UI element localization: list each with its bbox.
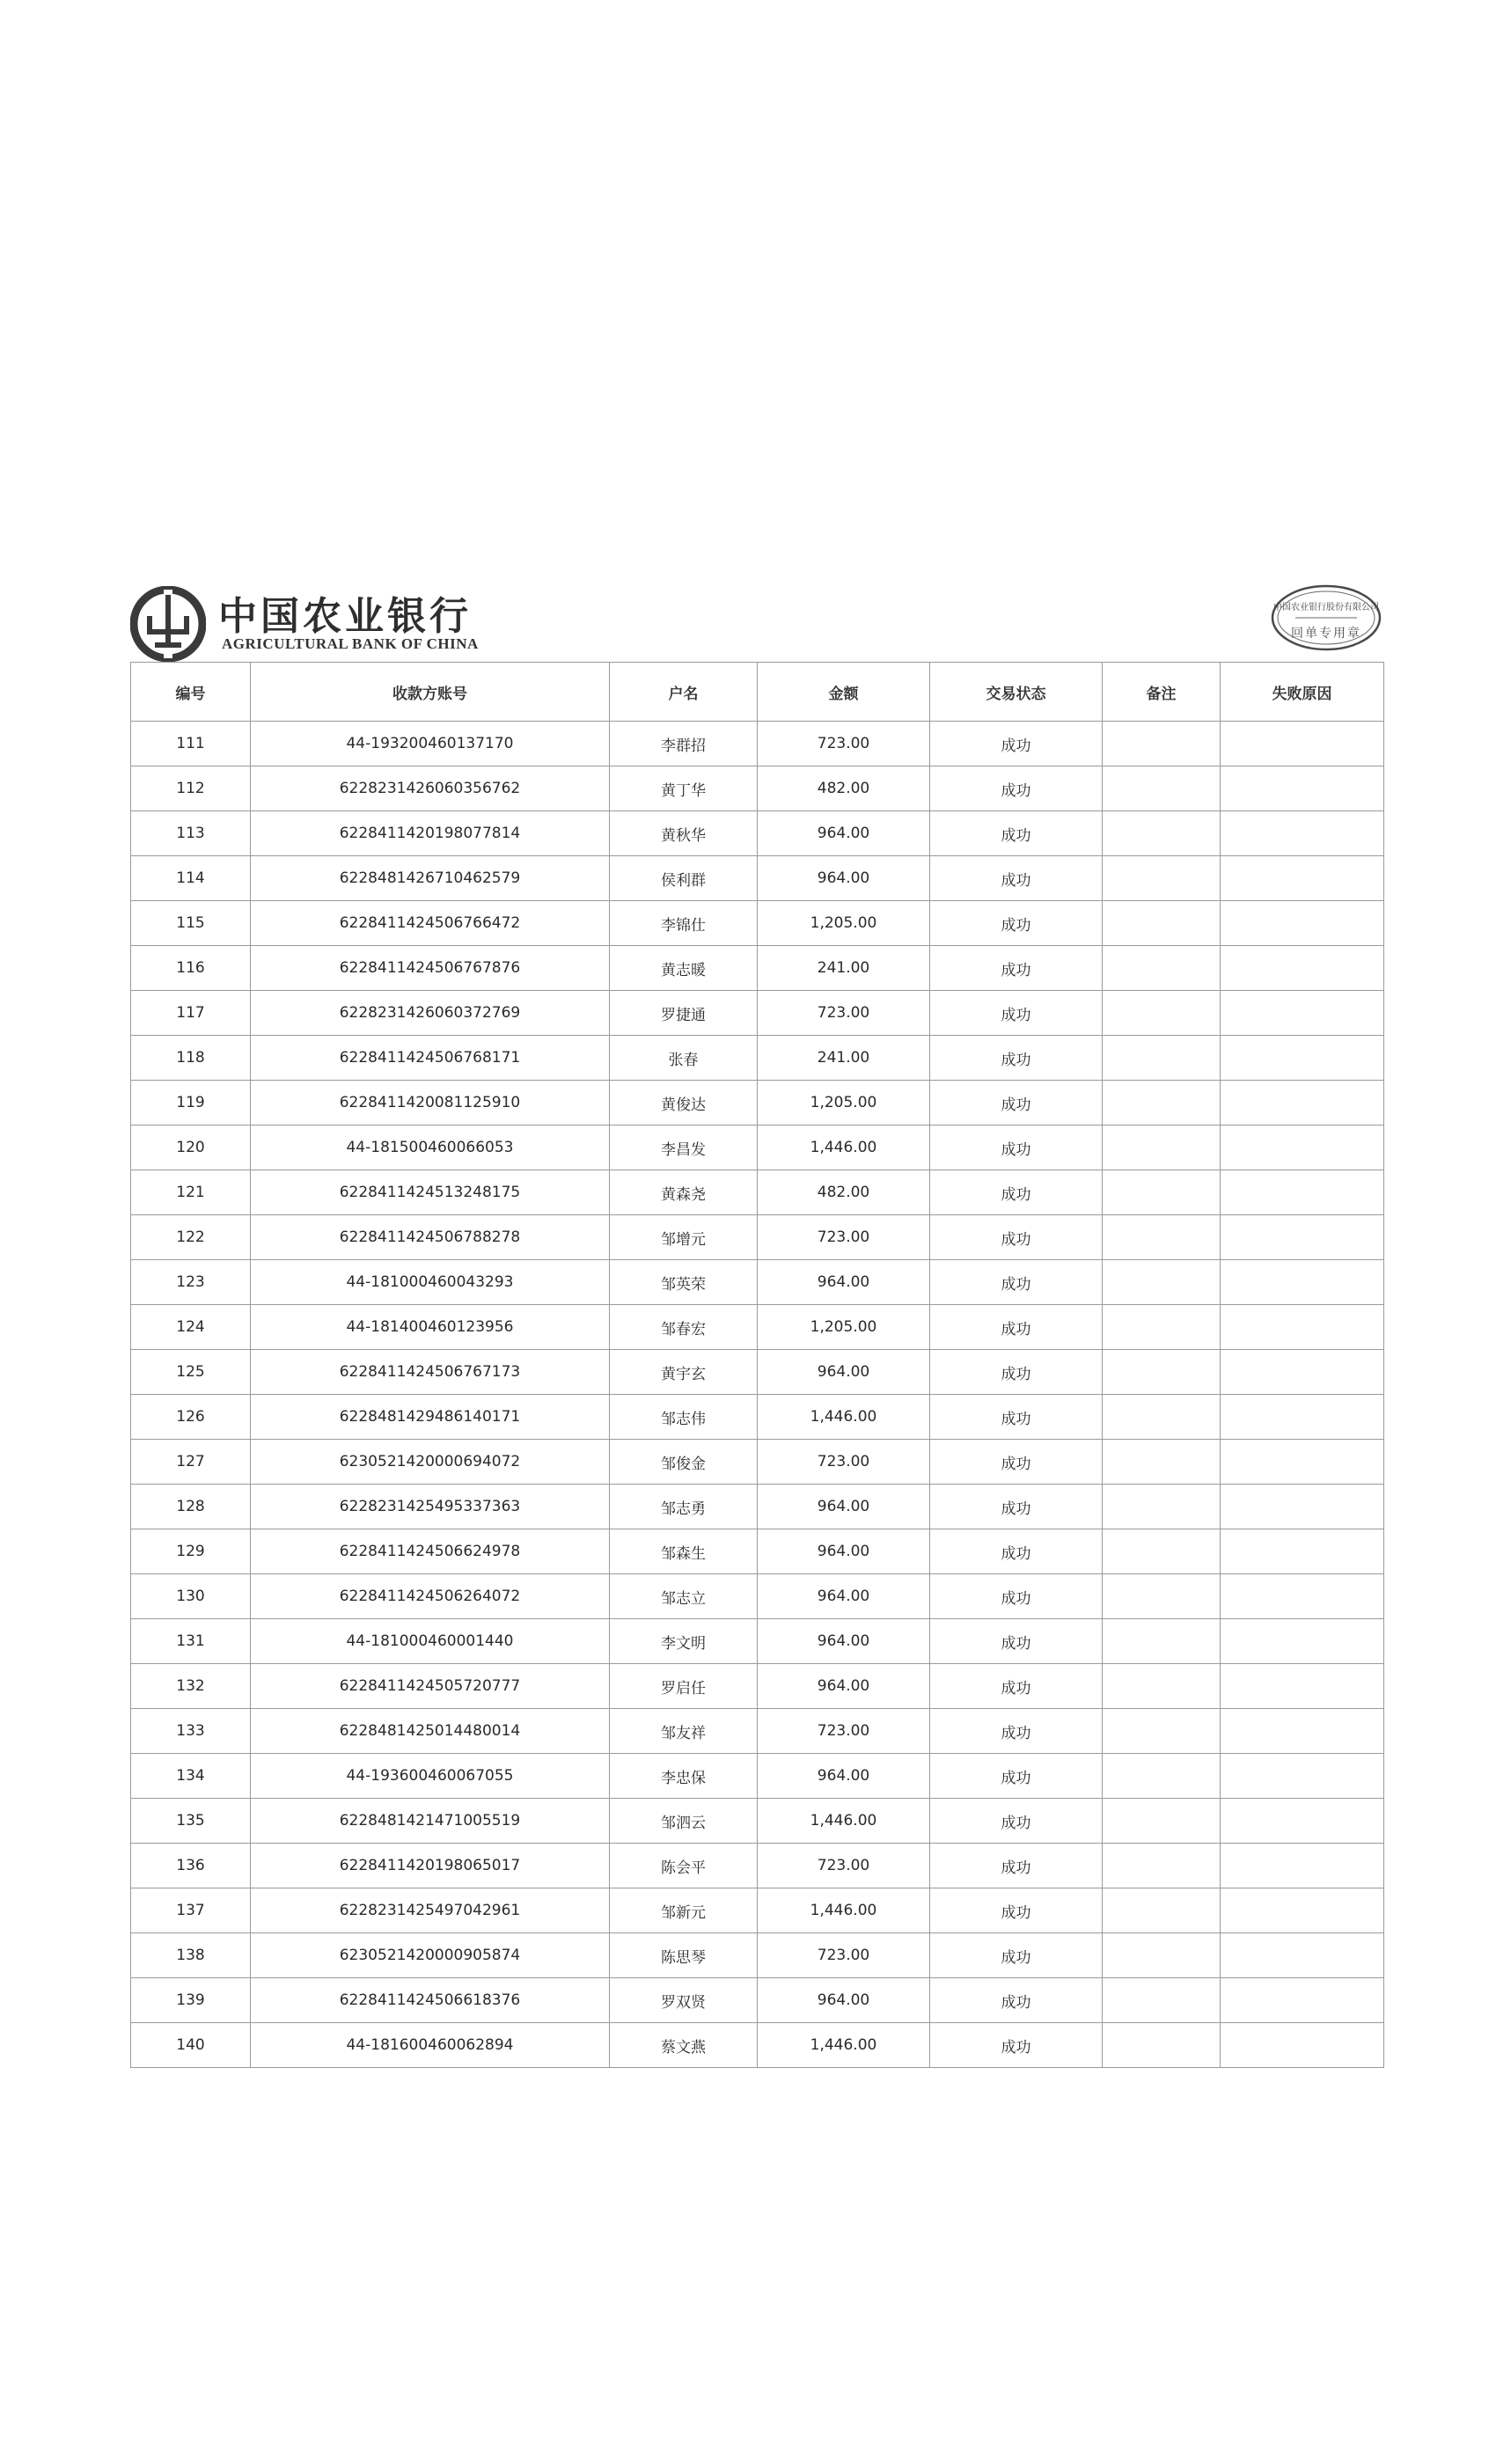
- col-amount-cell: 723.00: [758, 1215, 930, 1260]
- col-fail-reason-cell: [1221, 991, 1384, 1036]
- col-status-cell: 成功: [930, 991, 1103, 1036]
- col-fail-reason-cell: [1221, 1529, 1384, 1574]
- col-id-cell: 114: [131, 856, 251, 901]
- col-status-cell: 成功: [930, 1081, 1103, 1126]
- table-row: [131, 901, 1384, 946]
- col-account-cell: 44-181500460066053: [251, 1126, 610, 1170]
- col-status-cell: 成功: [930, 1978, 1103, 2023]
- col-remark-cell: [1103, 1619, 1221, 1664]
- col-amount-cell: 964.00: [758, 1260, 930, 1305]
- col-amount-cell: 482.00: [758, 1170, 930, 1215]
- col-account-cell: 6228411424506264072: [251, 1574, 610, 1619]
- col-amount-cell: 482.00: [758, 766, 930, 811]
- col-remark-cell: [1103, 1709, 1221, 1754]
- col-status-cell: 成功: [930, 2023, 1103, 2068]
- table-row: [131, 856, 1384, 901]
- col-amount-cell: 723.00: [758, 1709, 930, 1754]
- col-status-cell: 成功: [930, 1260, 1103, 1305]
- col-fail-reason-cell: [1221, 1260, 1384, 1305]
- col-amount-cell: 1,446.00: [758, 1799, 930, 1844]
- col-status-cell: 成功: [930, 1395, 1103, 1440]
- col-fail-reason-cell: [1221, 1305, 1384, 1350]
- col-holder-cell: 邹俊金: [610, 1440, 758, 1485]
- col-holder-cell: 邹新元: [610, 1888, 758, 1933]
- col-amount-cell: 964.00: [758, 856, 930, 901]
- col-id-cell: 137: [131, 1888, 251, 1933]
- col-holder-cell: 邹志勇: [610, 1485, 758, 1529]
- col-fail-reason-cell: [1221, 1933, 1384, 1978]
- table-row: [131, 1664, 1384, 1709]
- col-fail-reason-cell: [1221, 1799, 1384, 1844]
- header-col-remark: 备注: [1103, 663, 1221, 722]
- bank-name-en: AGRICULTURAL BANK OF CHINA: [222, 635, 479, 652]
- col-remark-cell: [1103, 1754, 1221, 1799]
- col-id-cell: 133: [131, 1709, 251, 1754]
- col-amount-cell: 1,205.00: [758, 901, 930, 946]
- stamp-label: 回单专用章: [1291, 627, 1361, 641]
- table-row: [131, 1844, 1384, 1888]
- col-holder-cell: 李锦仕: [610, 901, 758, 946]
- table-row: [131, 991, 1384, 1036]
- col-holder-cell: 黄秋华: [610, 811, 758, 856]
- header-col-amount: 金额: [758, 663, 930, 722]
- col-amount-cell: 723.00: [758, 1440, 930, 1485]
- col-holder-cell: 侯利群: [610, 856, 758, 901]
- col-remark-cell: [1103, 811, 1221, 856]
- col-holder-cell: 罗启任: [610, 1664, 758, 1709]
- col-remark-cell: [1103, 1081, 1221, 1126]
- col-fail-reason-cell: [1221, 1664, 1384, 1709]
- col-remark-cell: [1103, 1305, 1221, 1350]
- table-row: [131, 1978, 1384, 2023]
- col-account-cell: 6228481429486140171: [251, 1395, 610, 1440]
- col-amount-cell: 964.00: [758, 1978, 930, 2023]
- col-amount-cell: 241.00: [758, 1036, 930, 1081]
- col-status-cell: 成功: [930, 1485, 1103, 1529]
- col-amount-cell: 723.00: [758, 722, 930, 766]
- col-id-cell: 117: [131, 991, 251, 1036]
- col-status-cell: 成功: [930, 1440, 1103, 1485]
- bank-logo: [130, 584, 509, 660]
- col-fail-reason-cell: [1221, 766, 1384, 811]
- table-row: [131, 722, 1384, 766]
- col-account-cell: 6230521420000694072: [251, 1440, 610, 1485]
- col-id-cell: 125: [131, 1350, 251, 1395]
- table-row: [131, 1215, 1384, 1260]
- col-status-cell: 成功: [930, 946, 1103, 991]
- col-amount-cell: 1,446.00: [758, 1395, 930, 1440]
- col-account-cell: 6228411424513248175: [251, 1170, 610, 1215]
- col-account-cell: 6228231426060356762: [251, 766, 610, 811]
- col-id-cell: 127: [131, 1440, 251, 1485]
- col-holder-cell: 邹泗云: [610, 1799, 758, 1844]
- col-fail-reason-cell: [1221, 722, 1384, 766]
- table-row: [131, 1170, 1384, 1215]
- col-account-cell: 6228231426060372769: [251, 991, 610, 1036]
- col-id-cell: 118: [131, 1036, 251, 1081]
- table-row: [131, 1440, 1384, 1485]
- receipt-stamp: [1269, 583, 1383, 653]
- col-id-cell: 136: [131, 1844, 251, 1888]
- col-id-cell: 130: [131, 1574, 251, 1619]
- table-row: [131, 1574, 1384, 1619]
- table-row: [131, 1619, 1384, 1664]
- col-id-cell: 139: [131, 1978, 251, 2023]
- col-fail-reason-cell: [1221, 1574, 1384, 1619]
- col-id-cell: 124: [131, 1305, 251, 1350]
- col-account-cell: 6228411420198077814: [251, 811, 610, 856]
- table-row: [131, 811, 1384, 856]
- header-col-holder: 户名: [610, 663, 758, 722]
- col-fail-reason-cell: [1221, 1350, 1384, 1395]
- col-amount-cell: 964.00: [758, 1485, 930, 1529]
- col-holder-cell: 陈会平: [610, 1844, 758, 1888]
- table-row: [131, 1350, 1384, 1395]
- col-fail-reason-cell: [1221, 1888, 1384, 1933]
- col-holder-cell: 李昌发: [610, 1126, 758, 1170]
- col-holder-cell: 邹志立: [610, 1574, 758, 1619]
- col-id-cell: 115: [131, 901, 251, 946]
- col-account-cell: 6228481421471005519: [251, 1799, 610, 1844]
- col-remark-cell: [1103, 1215, 1221, 1260]
- col-amount-cell: 723.00: [758, 1844, 930, 1888]
- col-status-cell: 成功: [930, 1036, 1103, 1081]
- table-row: [131, 1485, 1384, 1529]
- col-remark-cell: [1103, 1978, 1221, 2023]
- col-status-cell: 成功: [930, 1350, 1103, 1395]
- col-holder-cell: 黄森尧: [610, 1170, 758, 1215]
- table-row: [131, 2023, 1384, 2068]
- col-holder-cell: 蔡文燕: [610, 2023, 758, 2068]
- col-account-cell: 6228231425497042961: [251, 1888, 610, 1933]
- col-remark-cell: [1103, 991, 1221, 1036]
- col-id-cell: 140: [131, 2023, 251, 2068]
- col-remark-cell: [1103, 766, 1221, 811]
- col-fail-reason-cell: [1221, 856, 1384, 901]
- col-account-cell: 44-181000460001440: [251, 1619, 610, 1664]
- col-status-cell: 成功: [930, 1215, 1103, 1260]
- col-fail-reason-cell: [1221, 1978, 1384, 2023]
- bank-name-cn: 中国农业银行: [218, 594, 472, 639]
- col-status-cell: 成功: [930, 901, 1103, 946]
- col-id-cell: 126: [131, 1395, 251, 1440]
- transfer-table: [130, 662, 1384, 2068]
- col-account-cell: 6228481426710462579: [251, 856, 610, 901]
- col-holder-cell: 张春: [610, 1036, 758, 1081]
- col-holder-cell: 黄志暖: [610, 946, 758, 991]
- table-row: [131, 1933, 1384, 1978]
- col-status-cell: 成功: [930, 1170, 1103, 1215]
- col-remark-cell: [1103, 1888, 1221, 1933]
- header-col-fail-reason: 失败原因: [1221, 663, 1384, 722]
- col-fail-reason-cell: [1221, 1485, 1384, 1529]
- table-body: [131, 722, 1384, 2068]
- col-account-cell: 6230521420000905874: [251, 1933, 610, 1978]
- col-remark-cell: [1103, 1440, 1221, 1485]
- header-col-status: 交易状态: [930, 663, 1103, 722]
- col-fail-reason-cell: [1221, 1619, 1384, 1664]
- col-holder-cell: 邹春宏: [610, 1305, 758, 1350]
- col-remark-cell: [1103, 1485, 1221, 1529]
- table-header-row: [131, 663, 1384, 722]
- col-status-cell: 成功: [930, 1126, 1103, 1170]
- col-fail-reason-cell: [1221, 2023, 1384, 2068]
- col-fail-reason-cell: [1221, 901, 1384, 946]
- col-status-cell: 成功: [930, 1888, 1103, 1933]
- col-id-cell: 122: [131, 1215, 251, 1260]
- col-remark-cell: [1103, 1799, 1221, 1844]
- col-remark-cell: [1103, 1395, 1221, 1440]
- col-fail-reason-cell: [1221, 1126, 1384, 1170]
- col-account-cell: 6228411420198065017: [251, 1844, 610, 1888]
- col-remark-cell: [1103, 1350, 1221, 1395]
- col-account-cell: 6228411424505720777: [251, 1664, 610, 1709]
- col-amount-cell: 964.00: [758, 1350, 930, 1395]
- col-id-cell: 123: [131, 1260, 251, 1305]
- col-amount-cell: 964.00: [758, 1529, 930, 1574]
- col-account-cell: 6228411424506766472: [251, 901, 610, 946]
- col-fail-reason-cell: [1221, 1754, 1384, 1799]
- table-row: [131, 1305, 1384, 1350]
- col-remark-cell: [1103, 1036, 1221, 1081]
- col-account-cell: 6228411424506767173: [251, 1350, 610, 1395]
- col-fail-reason-cell: [1221, 1844, 1384, 1888]
- col-holder-cell: 邹友祥: [610, 1709, 758, 1754]
- col-amount-cell: 723.00: [758, 1933, 930, 1978]
- col-status-cell: 成功: [930, 856, 1103, 901]
- col-amount-cell: 964.00: [758, 1619, 930, 1664]
- col-holder-cell: 罗捷通: [610, 991, 758, 1036]
- table-row: [131, 1709, 1384, 1754]
- col-id-cell: 121: [131, 1170, 251, 1215]
- col-id-cell: 119: [131, 1081, 251, 1126]
- col-status-cell: 成功: [930, 1799, 1103, 1844]
- col-account-cell: 6228411424506624978: [251, 1529, 610, 1574]
- col-account-cell: 6228481425014480014: [251, 1709, 610, 1754]
- col-account-cell: 6228231425495337363: [251, 1485, 610, 1529]
- col-fail-reason-cell: [1221, 1709, 1384, 1754]
- col-remark-cell: [1103, 1933, 1221, 1978]
- col-status-cell: 成功: [930, 811, 1103, 856]
- col-amount-cell: 964.00: [758, 1754, 930, 1799]
- table-row: [131, 1799, 1384, 1844]
- col-account-cell: 6228411424506767876: [251, 946, 610, 991]
- col-holder-cell: 李群招: [610, 722, 758, 766]
- col-id-cell: 116: [131, 946, 251, 991]
- abc-logo-icon: [130, 586, 206, 662]
- table-row: [131, 1126, 1384, 1170]
- col-status-cell: 成功: [930, 1619, 1103, 1664]
- col-status-cell: 成功: [930, 1664, 1103, 1709]
- col-amount-cell: 964.00: [758, 1664, 930, 1709]
- col-amount-cell: 964.00: [758, 1574, 930, 1619]
- col-amount-cell: 1,205.00: [758, 1305, 930, 1350]
- col-amount-cell: 964.00: [758, 811, 930, 856]
- col-status-cell: 成功: [930, 1529, 1103, 1574]
- col-amount-cell: 241.00: [758, 946, 930, 991]
- col-status-cell: 成功: [930, 1754, 1103, 1799]
- col-id-cell: 129: [131, 1529, 251, 1574]
- stamp-top-text: 中国农业银行股份有限公司: [1273, 603, 1379, 612]
- col-id-cell: 135: [131, 1799, 251, 1844]
- col-remark-cell: [1103, 946, 1221, 991]
- table-row: [131, 1888, 1384, 1933]
- col-status-cell: 成功: [930, 1844, 1103, 1888]
- table-row: [131, 946, 1384, 991]
- col-id-cell: 111: [131, 722, 251, 766]
- col-account-cell: 6228411424506788278: [251, 1215, 610, 1260]
- col-account-cell: 6228411424506618376: [251, 1978, 610, 2023]
- col-remark-cell: [1103, 1664, 1221, 1709]
- col-holder-cell: 邹英荣: [610, 1260, 758, 1305]
- col-remark-cell: [1103, 1529, 1221, 1574]
- col-holder-cell: 李文明: [610, 1619, 758, 1664]
- col-status-cell: 成功: [930, 1933, 1103, 1978]
- table-row: [131, 1754, 1384, 1799]
- col-account-cell: 44-181600460062894: [251, 2023, 610, 2068]
- col-holder-cell: 邹森生: [610, 1529, 758, 1574]
- col-account-cell: 44-181400460123956: [251, 1305, 610, 1350]
- table-row: [131, 1529, 1384, 1574]
- col-fail-reason-cell: [1221, 1395, 1384, 1440]
- col-id-cell: 113: [131, 811, 251, 856]
- col-holder-cell: 邹志伟: [610, 1395, 758, 1440]
- col-remark-cell: [1103, 1574, 1221, 1619]
- col-status-cell: 成功: [930, 1305, 1103, 1350]
- col-amount-cell: 1,446.00: [758, 1888, 930, 1933]
- col-amount-cell: 723.00: [758, 991, 930, 1036]
- table-row: [131, 1395, 1384, 1440]
- col-holder-cell: 邹增元: [610, 1215, 758, 1260]
- col-account-cell: 6228411420081125910: [251, 1081, 610, 1126]
- col-remark-cell: [1103, 1844, 1221, 1888]
- col-fail-reason-cell: [1221, 1215, 1384, 1260]
- col-status-cell: 成功: [930, 1574, 1103, 1619]
- col-id-cell: 138: [131, 1933, 251, 1978]
- col-status-cell: 成功: [930, 722, 1103, 766]
- col-holder-cell: 李忠保: [610, 1754, 758, 1799]
- col-account-cell: 44-181000460043293: [251, 1260, 610, 1305]
- col-fail-reason-cell: [1221, 1170, 1384, 1215]
- col-holder-cell: 黄宇玄: [610, 1350, 758, 1395]
- col-id-cell: 131: [131, 1619, 251, 1664]
- col-amount-cell: 1,446.00: [758, 1126, 930, 1170]
- col-fail-reason-cell: [1221, 811, 1384, 856]
- col-holder-cell: 黄丁华: [610, 766, 758, 811]
- col-fail-reason-cell: [1221, 1081, 1384, 1126]
- table-row: [131, 766, 1384, 811]
- table-row: [131, 1260, 1384, 1305]
- col-amount-cell: 1,205.00: [758, 1081, 930, 1126]
- col-status-cell: 成功: [930, 1709, 1103, 1754]
- col-remark-cell: [1103, 722, 1221, 766]
- col-account-cell: 44-193600460067055: [251, 1754, 610, 1799]
- col-id-cell: 120: [131, 1126, 251, 1170]
- table-row: [131, 1081, 1384, 1126]
- col-remark-cell: [1103, 856, 1221, 901]
- col-remark-cell: [1103, 1170, 1221, 1215]
- col-fail-reason-cell: [1221, 1036, 1384, 1081]
- col-holder-cell: 罗双贤: [610, 1978, 758, 2023]
- stamp-seal-icon: [1269, 583, 1383, 653]
- col-id-cell: 128: [131, 1485, 251, 1529]
- col-fail-reason-cell: [1221, 1440, 1384, 1485]
- col-remark-cell: [1103, 1126, 1221, 1170]
- col-id-cell: 132: [131, 1664, 251, 1709]
- col-remark-cell: [1103, 901, 1221, 946]
- header-col-account: 收款方账号: [251, 663, 610, 722]
- col-account-cell: 6228411424506768171: [251, 1036, 610, 1081]
- col-remark-cell: [1103, 1260, 1221, 1305]
- col-status-cell: 成功: [930, 766, 1103, 811]
- col-remark-cell: [1103, 2023, 1221, 2068]
- col-holder-cell: 黄俊达: [610, 1081, 758, 1126]
- col-account-cell: 44-193200460137170: [251, 722, 610, 766]
- col-id-cell: 112: [131, 766, 251, 811]
- table-row: [131, 1036, 1384, 1081]
- header-col-id: 编号: [131, 663, 251, 722]
- col-id-cell: 134: [131, 1754, 251, 1799]
- col-holder-cell: 陈思琴: [610, 1933, 758, 1978]
- col-fail-reason-cell: [1221, 946, 1384, 991]
- col-amount-cell: 1,446.00: [758, 2023, 930, 2068]
